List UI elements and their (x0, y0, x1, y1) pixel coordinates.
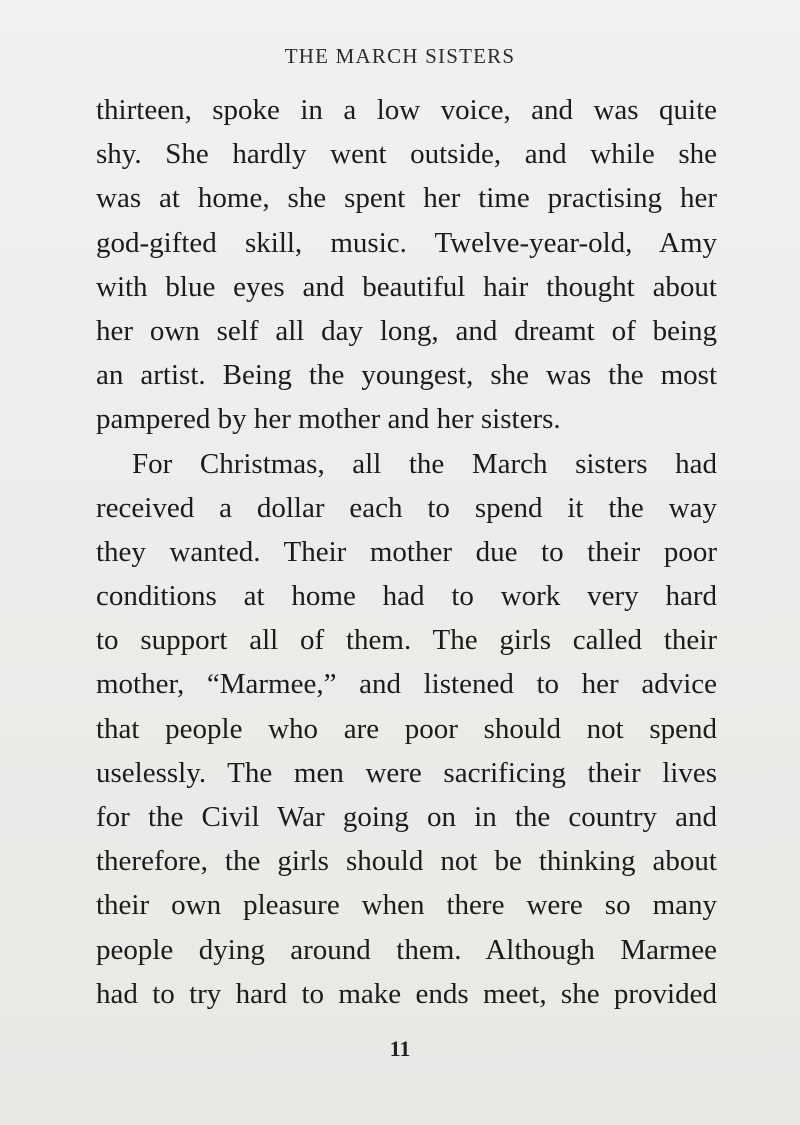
text-line: was at home, she spent her time practising her (96, 182, 717, 215)
text-line: to support all of them. The girls called their (96, 624, 717, 657)
text-line: they wanted. Their mother due to their poor (96, 535, 717, 568)
text-line: mother, “Marmee,” and listened to her advice (96, 668, 717, 701)
text-line: shy. She hardly went outside, and while she (96, 138, 717, 171)
text-line: therefore, the girls should not be thinking about (96, 845, 717, 878)
text-line: god-gifted skill, music. Twelve-year-old, Amy (96, 226, 717, 259)
text-line: pampered by her mother and her sisters. (96, 403, 561, 436)
text-line: their own pleasure when there were so many (96, 889, 717, 922)
text-line: people dying around them. Although Marmee (96, 933, 717, 966)
body-text (96, 88, 717, 1016)
paragraph-1 (96, 88, 717, 442)
text-line: For Christmas, all the March sisters had (132, 447, 717, 480)
text-line: received a dollar each to spend it the way (96, 491, 717, 524)
text-line: with blue eyes and beautiful hair thought about (96, 270, 717, 303)
text-line: an artist. Being the youngest, she was the most (96, 359, 717, 392)
text-line: that people who are poor should not spend (96, 712, 717, 745)
text-line: thirteen, spoke in a low voice, and was quite (96, 94, 717, 126)
text-line: conditions at home had to work very hard (96, 580, 717, 613)
page-number: 11 (389, 1036, 411, 1061)
paragraph-2 (96, 442, 717, 1016)
text-line: had to try hard to make ends meet, she provided (96, 977, 717, 1010)
text-line: her own self all day long, and dreamt of being (96, 314, 717, 347)
text-line: uselessly. The men were sacrificing their lives (96, 756, 717, 789)
text-line: for the Civil War going on in the country and (96, 801, 717, 833)
running-head: THE MARCH SISTERS (284, 44, 516, 68)
